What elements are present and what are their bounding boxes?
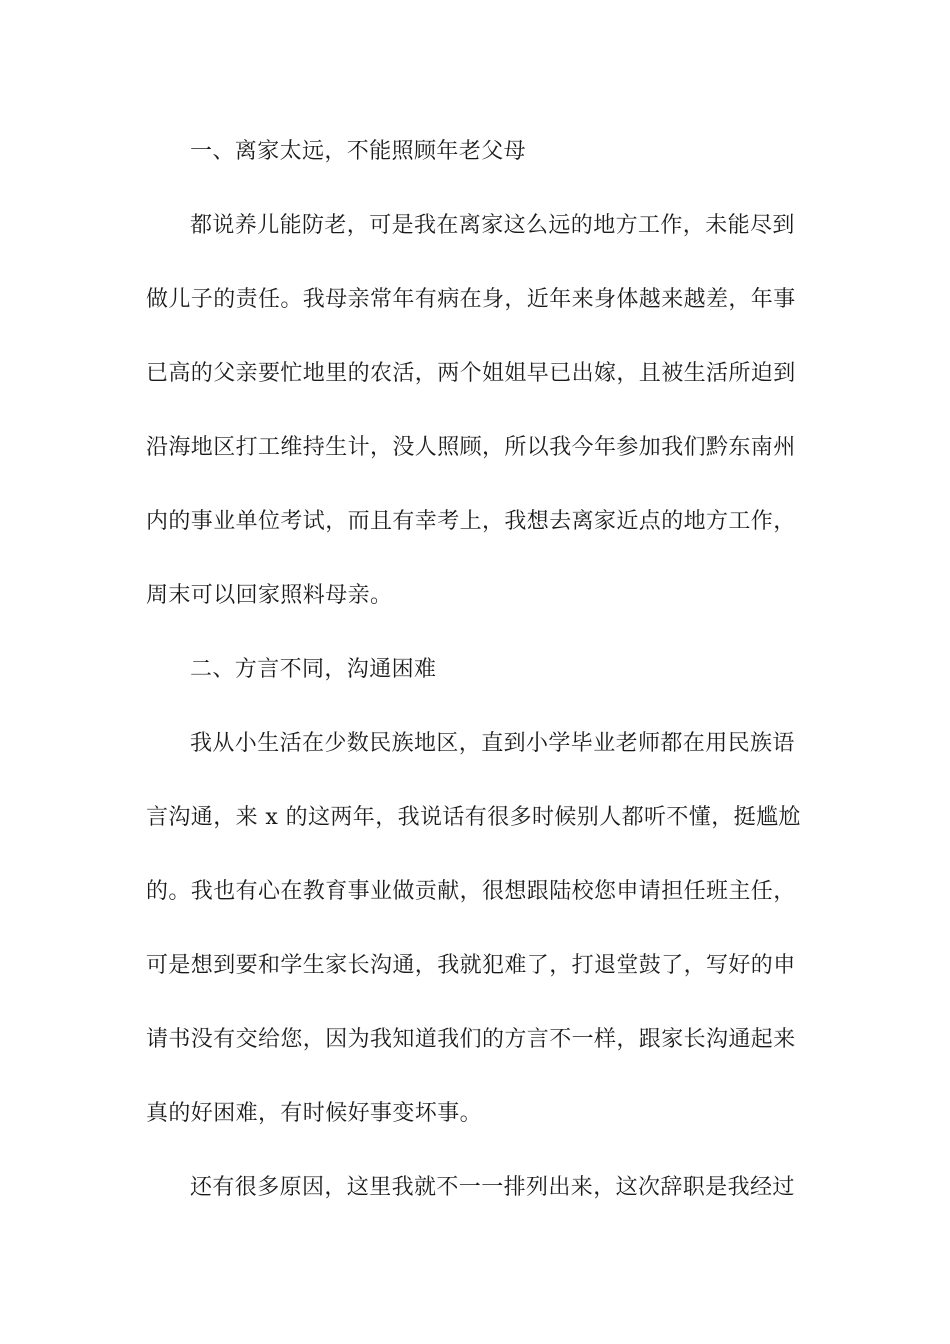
paragraph-line: 请书没有交给您，因为我知道我们的方言不一样，跟家长沟通起来 (146, 1027, 796, 1052)
paragraph-line: 还有很多原因，这里我就不一一排列出来，这次辞职是我经过 (190, 1175, 795, 1200)
paragraph-line: 已高的父亲要忙地里的农活，两个姐姐早已出嫁，且被生活所迫到 (146, 361, 796, 386)
section-heading-1: 一、离家太远，不能照顾年老父母 (190, 139, 527, 164)
section-heading-2: 二、方言不同，沟通困难 (190, 657, 437, 682)
paragraph-line: 真的好困难，有时候好事变坏事。 (146, 1101, 483, 1126)
paragraph-line: 内的事业单位考试，而且有幸考上，我想去离家近点的地方工作， (146, 509, 796, 534)
paragraph-line: 周末可以回家照料母亲。 (146, 583, 393, 608)
paragraph-line: 沿海地区打工维持生计，没人照顾，所以我今年参加我们黔东南州 (146, 435, 796, 460)
paragraph-line: 可是想到要和学生家长沟通，我就犯难了，打退堂鼓了，写好的申 (146, 953, 796, 978)
paragraph-line: 做儿子的责任。我母亲常年有病在身，近年来身体越来越差，年事 (146, 287, 796, 312)
paragraph-line: 都说养儿能防老，可是我在离家这么远的地方工作，未能尽到 (190, 213, 795, 238)
paragraph-line: 言沟通，来 x 的这两年，我说话有很多时候别人都听不懂，挺尴尬 (146, 805, 801, 830)
paragraph-line: 的。我也有心在教育事业做贡献，很想跟陆校您申请担任班主任， (146, 879, 796, 904)
paragraph-line: 我从小生活在少数民族地区，直到小学毕业老师都在用民族语 (190, 731, 795, 756)
